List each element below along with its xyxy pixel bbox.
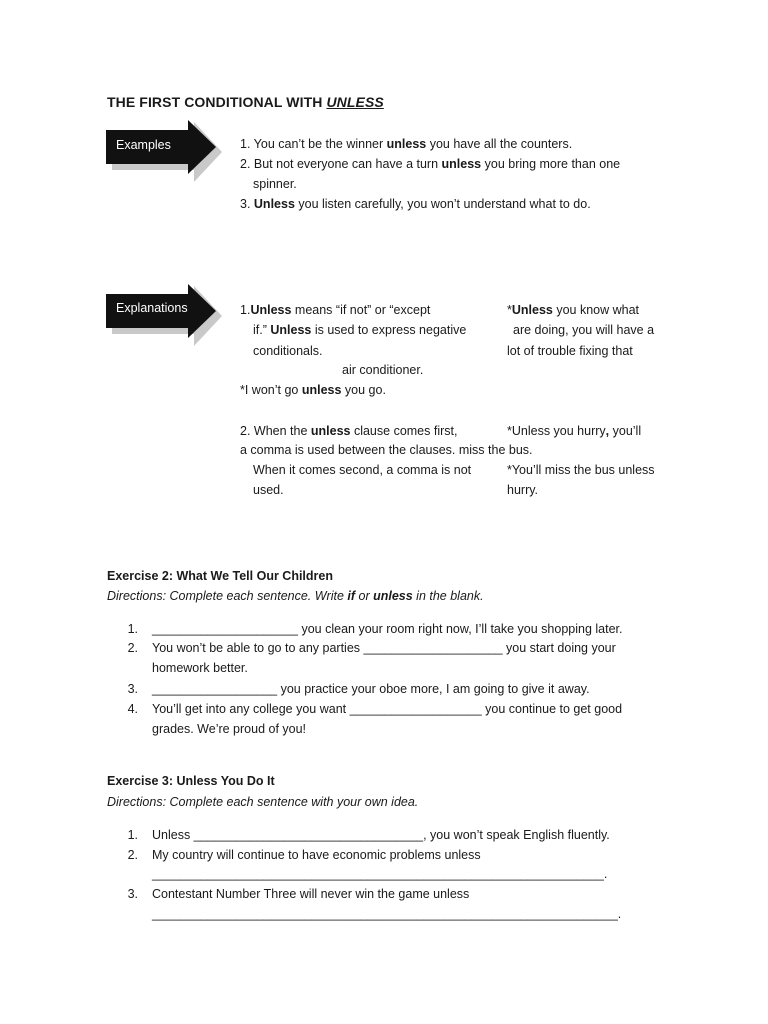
- explanation-example: are doing, you will have a: [513, 323, 655, 337]
- exercise-2-item-2-cont: homework better.: [152, 661, 248, 675]
- explanation-line: a comma is used between the clauses. miss the bus.: [240, 443, 533, 457]
- item-number: 2.: [127, 641, 138, 655]
- exercise-2-directions: Directions: Complete each sentence. Write if or unless in the blank.: [107, 589, 484, 603]
- example-1: 1. You can’t be the winner unless you have all the counters.: [240, 137, 573, 151]
- exercise-3-item-2-blank: _________________________________________________________________.: [152, 867, 608, 881]
- explanation-example: hurry.: [507, 483, 539, 497]
- item-number: 3.: [127, 887, 138, 901]
- explanation-example: lot of trouble fixing that: [507, 344, 633, 358]
- explanation-example: *Unless you hurry, you’ll: [507, 424, 642, 438]
- item-number: 4.: [127, 702, 138, 716]
- explanation-line: *I won’t go unless you go.: [240, 383, 386, 397]
- exercise-3-directions: Directions: Complete each sentence with your own idea.: [107, 795, 419, 809]
- explanation-line: 2. When the unless clause comes first,: [240, 424, 458, 438]
- exercise-3-item-1: Unless _________________________________, you won’t speak English fluently.: [152, 828, 610, 842]
- exercise-3-item-2: My country will continue to have economic problems unless: [152, 848, 481, 862]
- page-title: THE FIRST CONDITIONAL WITH UNLESS: [107, 94, 384, 110]
- example-3: 3. Unless you listen carefully, you won’t understand what to do.: [240, 197, 591, 211]
- explanation-line: When it comes second, a comma is not: [253, 463, 472, 477]
- exercise-2-item-2: You won’t be able to go to any parties ____________________ you start doing your: [152, 641, 616, 655]
- explanation-line: 1.Unless means “if not” or “except: [240, 303, 431, 317]
- example-2-cont: spinner.: [253, 177, 297, 191]
- item-number: 2.: [127, 848, 138, 862]
- explanation-line: if.” Unless is used to express negative: [253, 323, 467, 337]
- explanation-example: *Unless you know what: [507, 303, 640, 317]
- exercise-2-item-4: You’ll get into any college you want ___________________ you continue to get good: [152, 702, 623, 716]
- examples-arrow-icon: [104, 120, 224, 186]
- example-2: 2. But not everyone can have a turn unless you bring more than one: [240, 157, 621, 171]
- exercise-3-heading: Exercise 3: Unless You Do It: [107, 774, 275, 788]
- explanation-line: conditionals.: [253, 344, 323, 358]
- title-emphasis: UNLESS: [326, 94, 384, 110]
- explanation-line: air conditioner.: [342, 363, 424, 377]
- exercise-2-heading: Exercise 2: What We Tell Our Children: [107, 569, 333, 583]
- item-number: 3.: [127, 682, 138, 696]
- exercise-3-item-3: Contestant Number Three will never win the game unless: [152, 887, 470, 901]
- examples-label: Examples: [116, 138, 171, 152]
- explanation-line: used.: [253, 483, 284, 497]
- explanation-example: *You’ll miss the bus unless: [507, 463, 655, 477]
- exercise-2-item-4-cont: grades. We’re proud of you!: [152, 722, 307, 736]
- exercise-2-item-3: __________________ you practice your oboe more, I am going to give it away.: [152, 682, 590, 696]
- explanations-label: Explanations: [116, 301, 188, 315]
- exercise-3-item-3-blank: ___________________________________________________________________.: [152, 907, 622, 921]
- exercise-2-item-1: _____________________ you clean your room right now, I’ll take you shopping later.: [152, 622, 623, 636]
- item-number: 1.: [127, 622, 138, 636]
- explanations-arrow-icon: [104, 284, 224, 350]
- item-number: 1.: [127, 828, 138, 842]
